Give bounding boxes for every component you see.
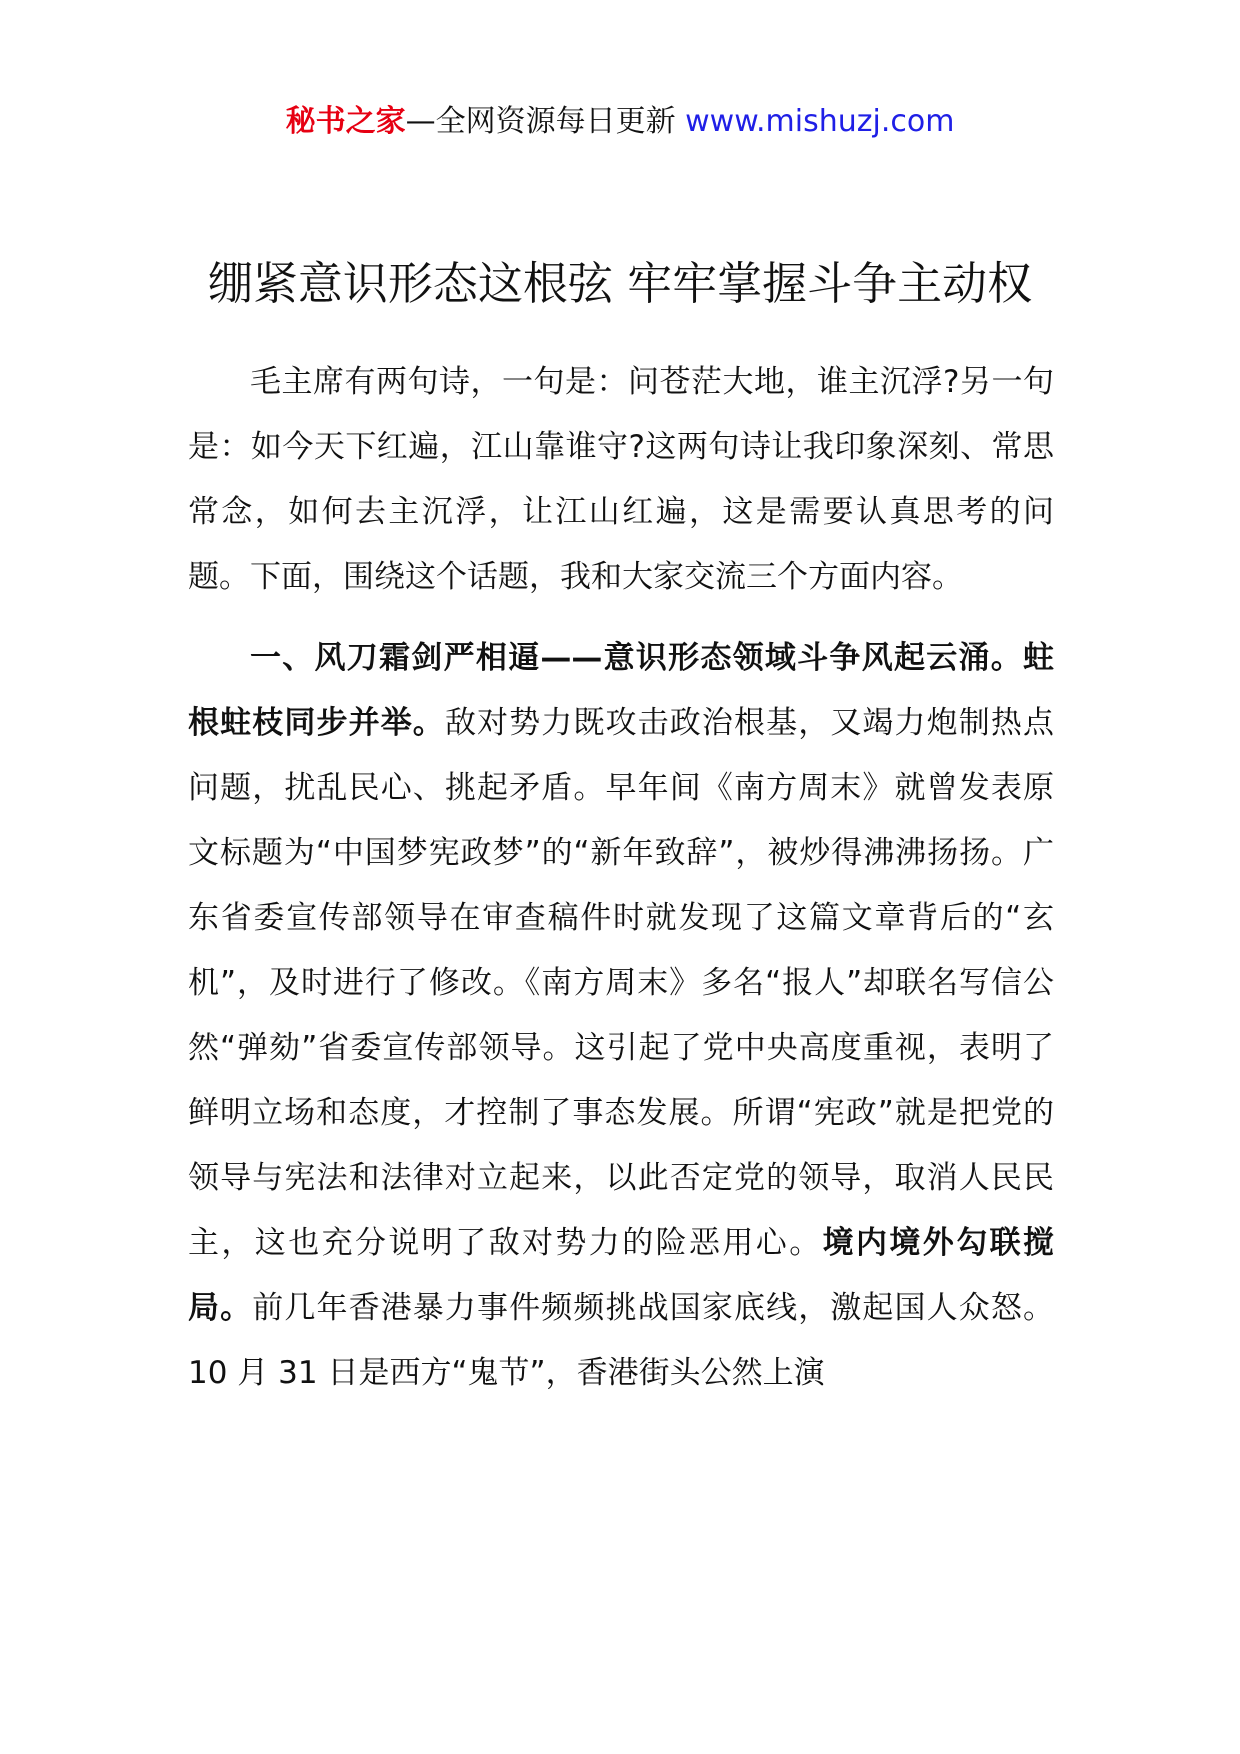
section-1-paragraph — [188, 626, 1054, 1406]
point-1-text: 敌对势力既攻击政治根基，又竭力炮制热点问题，扰乱民心、挑起矛盾。早年间《南方周末》就曾发表原文标题为“中国梦宪政梦”的“新年致辞”，被炒得沸沸扬扬。广东省委宣传部领导在审查稿件时就发现了这篇文章背后的“玄机”，及时进行了修改。《南方周末》多名“报人”却联名写信公然“弹劾”省委宣传部领导。这引起了党中央高度重视，表明了鲜明立场和态度，才控制了事态发展。所谓“宪政”就是把党的领导与宪法和法律对立起来，以此否定党的领导，取消人民民主，这也充分说明了敌对势力的险恶用心。 — [188, 705, 1055, 1261]
intro-paragraph: 毛主席有两句诗，一句是：问苍茫大地，谁主沉浮?另一句是：如今天下红遍，江山靠谁守?这两句诗让我印象深刻、常思常念，如何去主沉浮，让江山红遍，这是需要认真思考的问题。下面，围绕这个话题，我和大家交流三个方面内容。 — [188, 364, 1054, 595]
point-2-text: 前几年香港暴力事件频频挑战国家底线，激起国人众怒。10 月 31 日是西方“鬼节”，香港街头公然上演 — [188, 1290, 1055, 1391]
site-tagline: —全网资源每日更新 — [405, 104, 676, 139]
site-brand: 秘书之家 — [285, 104, 406, 139]
document-body — [188, 350, 1054, 1406]
section-1-heading: 一、风刀霜剑严相逼——意识形态领域斗争风起云涌。 — [250, 640, 1023, 676]
point-2-title: 境内境外勾联搅局。 — [188, 1225, 1055, 1326]
site-header — [0, 100, 1240, 144]
point-1-title: 蛀根蛀枝同步并举。 — [188, 640, 1054, 741]
document-title: 绷紧意识形态这根弦 牢牢掌握斗争主动权 — [207, 257, 1033, 310]
site-url-link[interactable]: www.mishuzj.com — [685, 104, 955, 139]
